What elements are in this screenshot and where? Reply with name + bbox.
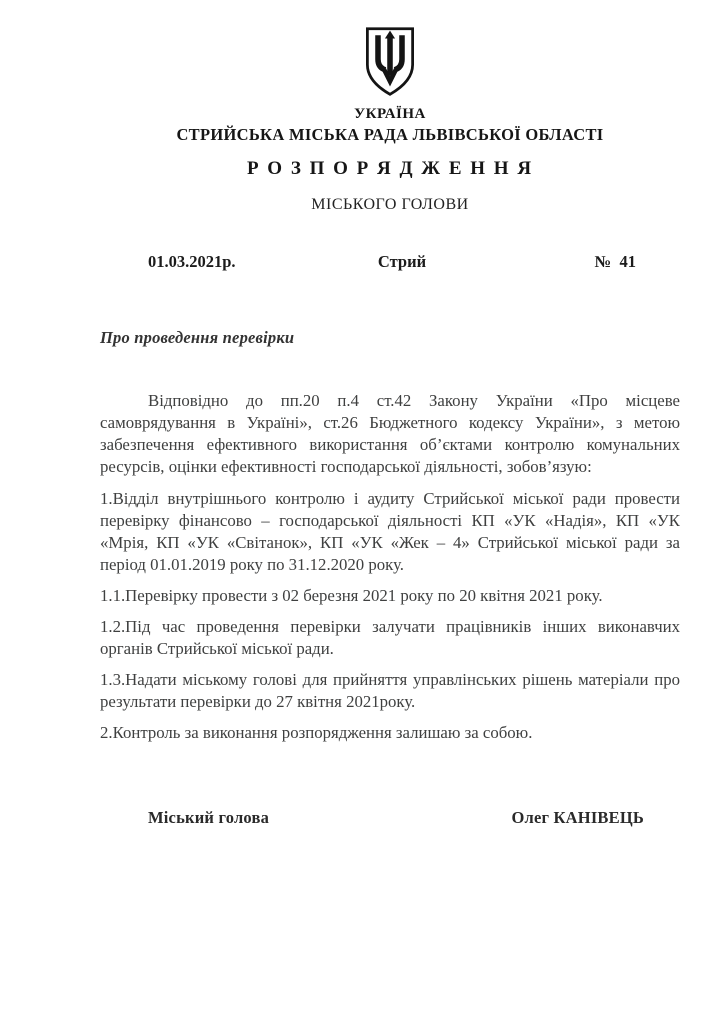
document-type-title: Р О З П О Р Я Д Ж Е Н Н Я: [246, 158, 534, 179]
document-body: [100, 390, 680, 744]
document-number: № 41: [594, 252, 636, 271]
signatory-name: Олег КАНІВЕЦЬ: [511, 808, 644, 827]
country-name: УКРАЇНА: [354, 106, 426, 122]
document-subject: Про проведення перевірки: [100, 328, 295, 347]
document-subtype: МІСЬКОГО ГОЛОВИ: [311, 196, 469, 213]
order-item-1: 1.Відділ внутрішнього контролю і аудиту Стрийської міської ради провести перевірку фінансово – господарської діяльності КП «УК «Надія», КП «УК «Мрія, КП «УК «Світанок», КП «УК «Жек – 4» Стрийської міської ради за період 01.01.2019 року по 31.12.2020 року.: [100, 489, 680, 574]
order-item-1-1: 1.1.Перевірку провести з 02 березня 2021 року по 20 квітня 2021 року.: [100, 586, 603, 605]
signature-block: [100, 808, 680, 828]
document-city: Стрий: [377, 252, 427, 271]
intro-paragraph: Відповідно до пп.20 п.4 ст.42 Закону України «Про місцеве самоврядування в Україні», ст.26 Бюджетного кодексу України», з метою забезпечення ефективного використання об’єктами контролю комунальних ресурсів, оцінки ефективності господарської діяльності, зобов’язую:: [100, 391, 680, 476]
document-date: 01.03.2021р.: [148, 252, 236, 271]
order-item-1-3: 1.3.Надати міському голові для прийняття управлінських рішень матеріали про результати перевірки до 27 квітня 2021року.: [100, 670, 680, 711]
ukraine-trident-emblem-icon: [362, 26, 418, 103]
document-header: [100, 26, 680, 214]
emblem-container: [100, 26, 680, 103]
order-item-2: 2.Контроль за виконання розпорядження залишаю за собою.: [100, 723, 533, 742]
order-item-1-2: 1.2.Під час проведення перевірки залучати працівників інших виконавчих органів Стрийської міської ради.: [100, 617, 680, 658]
document-meta-row: [100, 252, 680, 272]
organization-name: СТРИЙСЬКА МІСЬКА РАДА ЛЬВІВСЬКОЇ ОБЛАСТІ: [176, 125, 604, 144]
signatory-position: Міський голова: [148, 808, 270, 827]
